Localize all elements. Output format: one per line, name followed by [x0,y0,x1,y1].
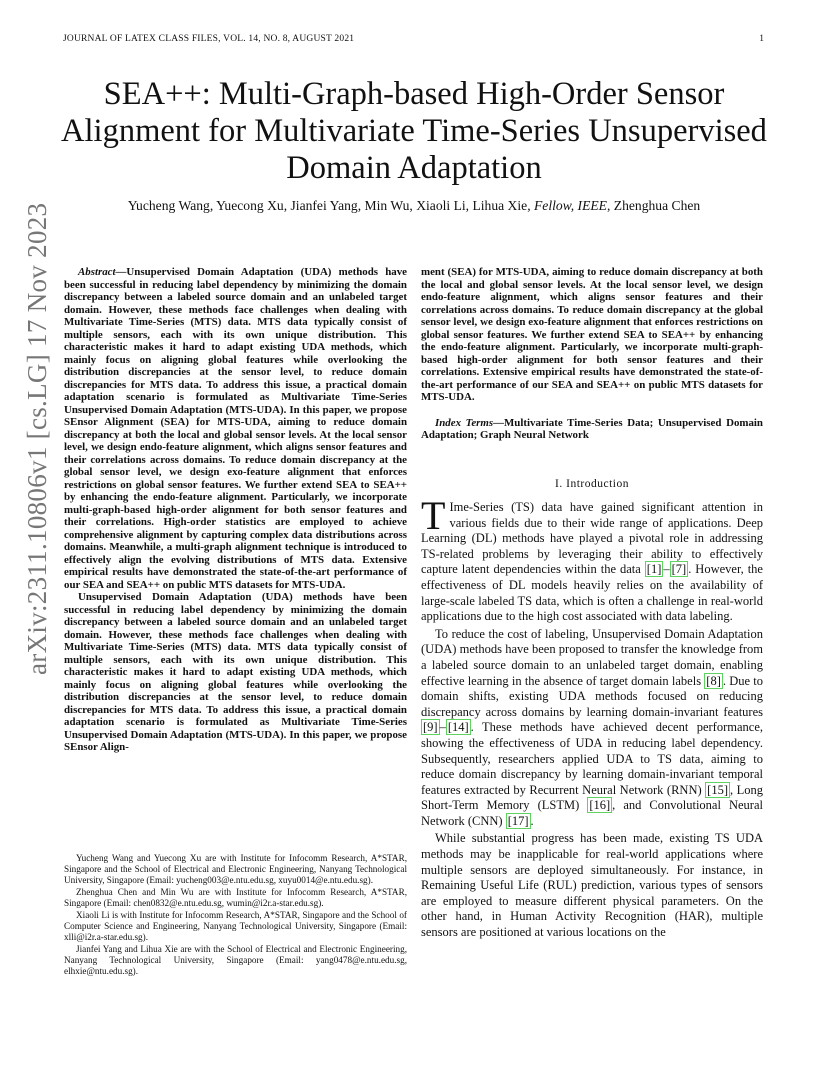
author-list [40,198,788,214]
abstract-continuation: ment (SEA) for MTS-UDA, aiming to reduce domain discrepancy at both the local and global sensor levels. At the local sensor level, we design endo-feature alignment, which aligns sensor features and their correlations across domains. To reduce domain discrepancy at the global sensor level, we design exo-feature alignment that enforces restrictions on global sensor features. We further extend SEA to SEA++ by enhancing the endo-feature alignment. Particularly, we incorporate multi-graph-based high-order alignment for both sensor features and their correlations. Extensive empirical results have demonstrated the state-of-the-art performance of our SEA and SEA++ on public MTS datasets for MTS-UDA. [421,266,763,403]
page-number: 1 [759,34,764,44]
citation-link[interactable]: [17] [507,813,529,828]
citation-link[interactable]: [9] [423,720,438,735]
citation-link[interactable]: [1] [646,562,662,577]
intro-paragraph-1: T Ime-Series (TS) data have gained significant attention in various fields due to their wide range of applications. Deep Learning (DL) methods have played a pivotal role in addressing TS-related problems by leveraging their ability to effectively capture latent dependencies within the data [1] – [7] . However, the effectiveness of DL models heavily relies on the availability of large-scale labeled TS data, which is often a challenge in real-world applications due to the high cost associated with data labeling. [421,493,763,624]
citation-link[interactable]: [14] [447,720,469,735]
footnote: Xiaoli Li is with Institute for Infocomm Research, A*STAR, Singapore and the School of Computer Science and Engineering, Nanyang Technological University, Singapore (Email: xlli@i2r.a-star.edu.sg). [64,910,407,942]
abstract-repeat: Unsupervised Domain Adaptation (UDA) methods have been successful in reducing label dependency by minimizing the domain discrepancy between a labeled source domain and an unlabeled target domain. However, these methods face challenges when dealing with Multivariate Time-Series (MTS) data. MTS data typically consist of multiple sensors, each with its own unique distribution. This characteristic makes it hard to adapt existing UDA methods, which mainly focus on aligning global features while overlooking the distribution discrepancies at the sensor level, to reduce domain discrepancies for MTS data. To address this issue, a practical domain adaptation scenario is formulated as Multivariate Time-Series Unsupervised Domain Adaptation (MTS-UDA). In this paper, we propose SEnsor Align- [64,591,407,753]
index-terms-lead: Index Terms [435,416,494,429]
intro-paragraph-3: While substantial progress has been made, existing TS UDA methods may be inapplicable for real-world applications where multiple sensors are deployed simultaneously. For instance, in Remaining Useful Life (RUL) prediction, various types of sensors are employed to measure different physical parameters. On the other hand, in Human Activity Recognition (HAR), multiple sensors are positioned at various locations on the [421,831,763,940]
arxiv-identifier: arXiv:2311.10806v1 [cs.LG] 17 Nov 2023 [22,202,52,675]
footnote: Yucheng Wang and Yuecong Xu are with Institute for Infocomm Research, A*STAR, Singapore and the School of Electrical and Electronic Engineering, Nanyang Technological University, Singapore (Email: yucheng003@e.ntu.edu.sg, xuyu0014@e.ntu.edu.sg). [64,853,407,885]
author-last: , Zhenghua Chen [606,198,701,213]
intro-paragraph-2: To reduce the cost of labeling, Unsupervised Domain Adaptation (UDA) methods have been proposed to transfer the knowledge from a labeled source domain to an unlabeled target domain, enabling effective learning in the absence of target domain labels [8] . Due to domain shifts, existing UDA methods focused on reducing discrepancy across domains by learning domain-invariant features [9] – [14] . These methods have achieved decent performance, showing the effectiveness of UDA in reducing label dependency. Subsequently, researchers applied UDA to TS data, aiming to reduce domain discrepancy by learning domain-invariant temporal features extracted by Recurrent Neural Network (RNN) [15] , Long Short-Term Memory (LSTM) [16] , and Convolutional Neural Network (CNN) [17] . [421,626,764,828]
citation-link[interactable]: [8] [706,673,721,688]
right-column [421,266,763,941]
drop-cap: T [421,493,446,538]
section-heading-introduction: I. Introduction [555,477,629,490]
citation-link[interactable]: [16] [589,798,611,813]
journal-header: JOURNAL OF LATEX CLASS FILES, VOL. 14, NO. 8, AUGUST 2021 [63,34,355,44]
paper-title: SEA++: Multi-Graph-based High-Order Sensor Alignment for Multivariate Time-Series Unsupervised Domain Adaptation [61,76,767,186]
abstract-text: —Unsupervised Domain Adaptation (UDA) methods have been successful in reducing label dependency by minimizing the domain discrepancy between a labeled source domain and an unlabeled target domain. However, these methods face challenges when dealing with Multivariate Time-Series (MTS) data. MTS data typically consist of multiple sensors, each with its own unique distribution. This characteristic makes it hard to adapt existing UDA methods, which mainly focus on aligning global features while overlooking the distribution discrepancies at the sensor level, to reduce domain discrepancies for MTS data. To address this issue, a practical domain adaptation scenario is formulated as Multivariate Time-Series Unsupervised Domain Adaptation (MTS-UDA). In this paper, we propose SEnsor Alignment (SEA) for MTS-UDA, aiming to reduce domain discrepancy at both the local and global sensor levels. At the local sensor level, we design endo-feature alignment, which aligns sensor features and their correlations across domains. To reduce domain discrepancy at the global sensor level, we design exo-feature alignment that enforces restrictions on global sensor features. We further extend SEA to SEA++ by enhancing the endo-feature alignment. Particularly, we incorporate multi-graph-based high-order alignment for both sensor features and their correlations. High-order statistics are employed to achieve comprehensive alignment by capturing complex data distributions across domains. Meanwhile, a multi-graph alignment technique is introduced to effectively align the evolving distributions of MTS data. Extensive empirical results have demonstrated the state-of-the-art performance of our SEA and SEA++ on public MTS datasets for MTS-UDA. [64,266,407,591]
introduction-body [421,493,764,941]
citation-link[interactable]: [15] [707,782,728,797]
left-column [64,266,407,754]
author-footnotes [64,853,407,978]
index-terms [421,417,763,442]
abstract-lead: Abstract [78,266,116,278]
footnote: Jianfei Yang and Lihua Xie are with the School of Electrical and Electronic Engineering, Nanyang Technological University, Singapore (Email: yang0478@e.ntu.edu.sg, elhxie@ntu.edu.sg). [64,944,407,976]
author-names: Yucheng Wang, Yuecong Xu, Jianfei Yang, Min Wu, Xiaoli Li, Lihua Xie, [127,198,531,213]
citation-link[interactable]: [7] [671,562,687,577]
abstract [64,266,407,591]
footnote: Zhenghua Chen and Min Wu are with Institute for Infocomm Research, A*STAR, Singapore (Email: chen0832@e.ntu.edu.sg, wumin@i2r.a-star.edu.sg). [64,887,407,908]
index-terms-text: —Multivariate Time-Series Data; Unsupervised Domain Adaptation; Graph Neural Network [421,416,763,441]
author-fellow: Fellow, IEEE [534,198,607,213]
